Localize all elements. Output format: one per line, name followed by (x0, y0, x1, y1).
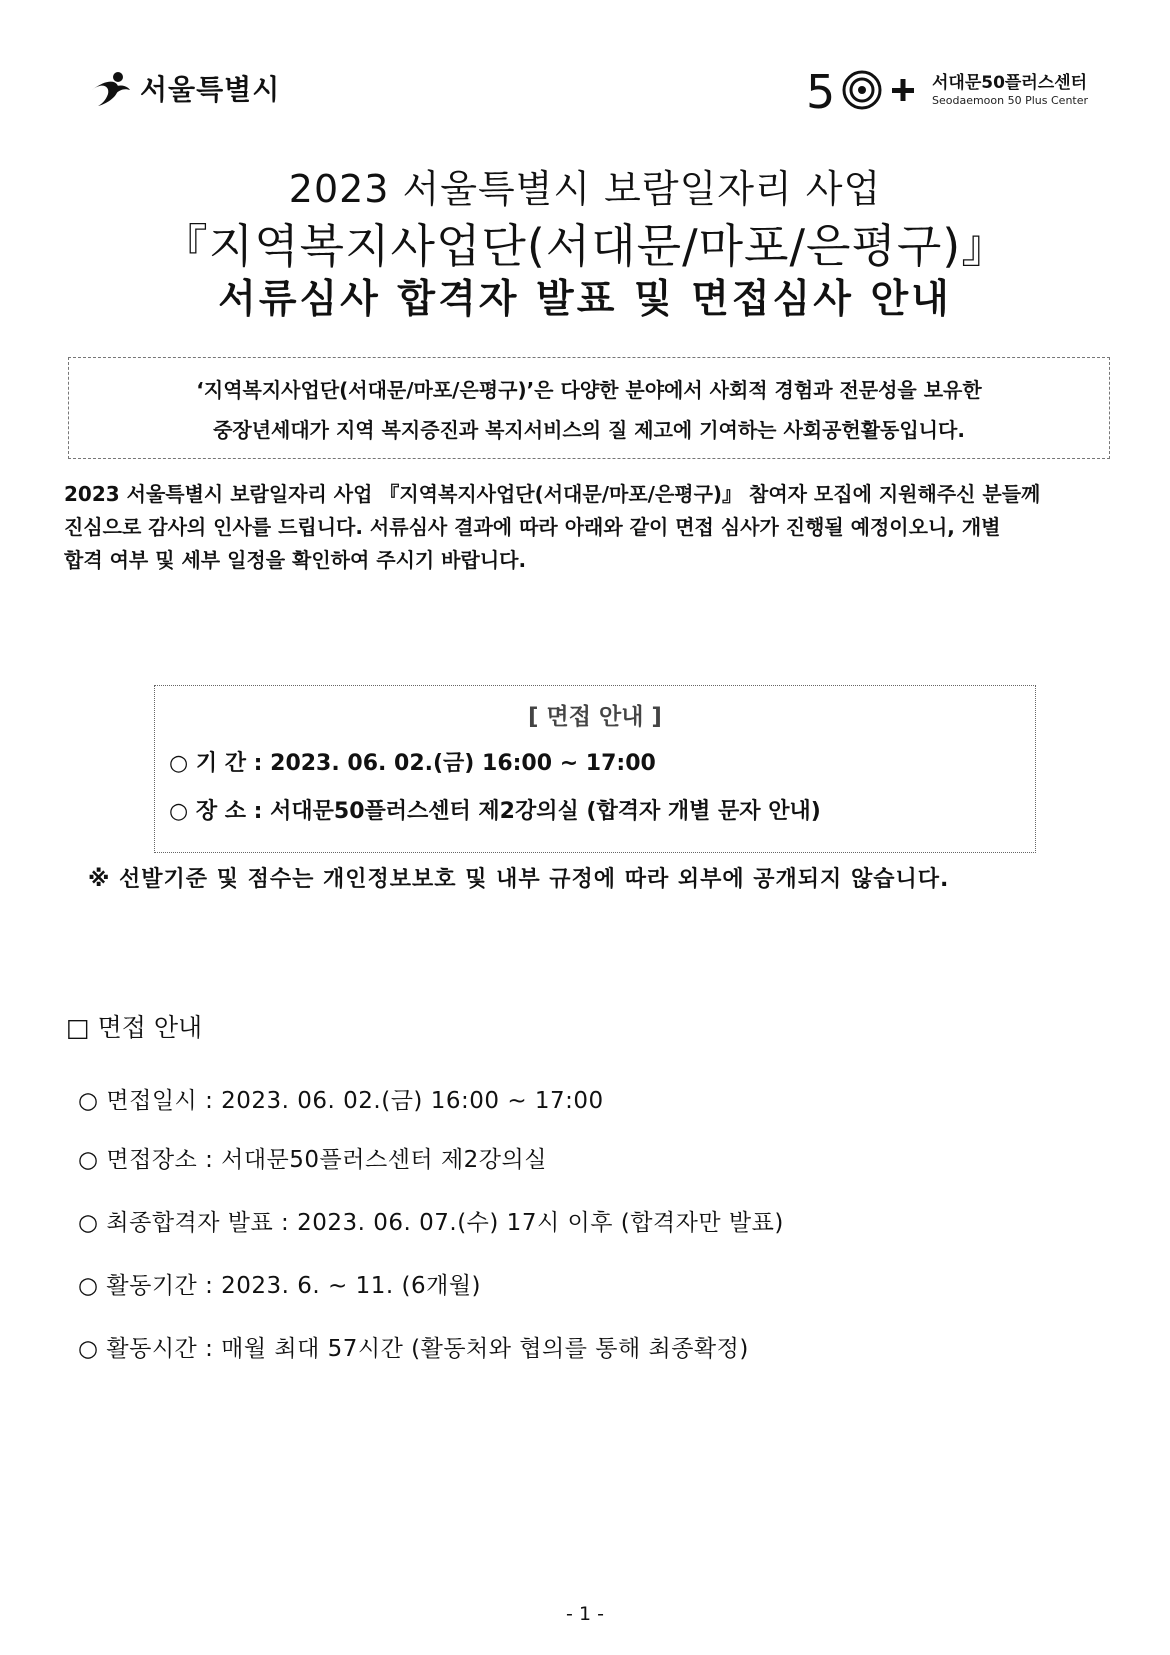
page-number: - 1 - (566, 1603, 604, 1625)
seoul-logo-text: 서울특별시 (140, 73, 281, 106)
seodaemun-50plus-logo (806, 64, 1088, 116)
fifty-plus-mark-icon (806, 64, 918, 116)
detail-activity-period: ○ 활동기간 : 2023. 6. ~ 11. (6개월) (78, 1273, 482, 1299)
intro-line-2: 중장년세대가 지역 복지증진과 복지서비스의 질 제고에 기여하는 사회공헌활동입니다. (213, 418, 965, 442)
paragraph-line-1: 2023 서울특별시 보람일자리 사업 『지역복지사업단(서대문/마포/은평구)』 참여자 모집에 지원해주신 분들께 (64, 482, 1041, 506)
detail-interview-place: ○ 면접장소 : 서대문50플러스센터 제2강의실 (78, 1147, 547, 1173)
interview-box-header: [ 면접 안내 ] (528, 704, 662, 730)
seoul-symbol-icon (88, 68, 134, 108)
detail-activity-hours: ○ 활동시간 : 매월 최대 57시간 (활동처와 협의를 통해 최종확정) (78, 1336, 749, 1362)
detail-interview-datetime: ○ 면접일시 : 2023. 06. 02.(금) 16:00 ~ 17:00 (78, 1088, 604, 1114)
detail-final-announcement: ○ 최종합격자 발표 : 2023. 06. 07.(수) 17시 이후 (합격자만 발표) (78, 1210, 784, 1236)
interview-period: ○ 기 간 : 2023. 06. 02.(금) 16:00 ~ 17:00 (169, 751, 656, 776)
seoul-city-logo (88, 68, 280, 108)
title-line-3: 서류심사 합격자 발표 및 면접심사 안내 (218, 277, 952, 322)
intro-line-1: ‘지역복지사업단(서대문/마포/은평구)’은 다양한 분야에서 사회적 경험과 전문성을 보유한 (196, 378, 982, 402)
title-line-1: 2023 서울특별시 보람일자리 사업 (288, 167, 882, 211)
svg-text:5: 5 (806, 65, 836, 116)
intro-box (68, 357, 1110, 459)
paragraph-line-3: 합격 여부 및 세부 일정을 확인하여 주시기 바랍니다. (64, 548, 527, 572)
section-heading: □ 면접 안내 (66, 1013, 203, 1042)
greeting-paragraph (64, 478, 1114, 577)
center-name-en: Seodaemoon 50 Plus Center (932, 94, 1089, 107)
title-line-2: 『지역복지사업단(서대문/마포/은평구)』 (161, 219, 1009, 273)
privacy-notice: ※ 선발기준 및 점수는 개인정보보호 및 내부 규정에 따라 외부에 공개되지 않습니다. (88, 867, 950, 892)
interview-info-box (154, 685, 1036, 853)
center-name: 서대문50플러스센터 (932, 73, 1088, 93)
interview-place: ○ 장 소 : 서대문50플러스센터 제2강의실 (합격자 개별 문자 안내) (169, 799, 821, 824)
paragraph-line-2: 진심으로 감사의 인사를 드립니다. 서류심사 결과에 따라 아래와 같이 면접 심사가 진행될 예정이오니, 개별 (64, 515, 1001, 539)
